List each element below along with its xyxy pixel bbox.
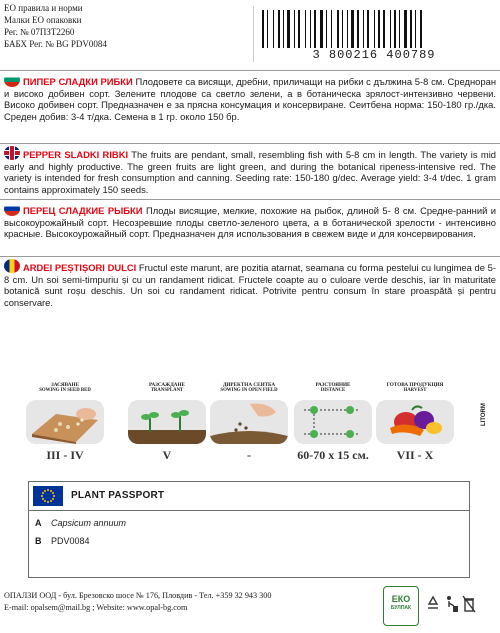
barcode-bar (278, 10, 280, 48)
registration-line: БАБХ Рег. № BG PDV0084 (4, 39, 107, 49)
barcode-bar (269, 10, 272, 48)
barcode-bar (401, 10, 403, 48)
barcode-bar (337, 10, 339, 48)
variety-title: ARDEI PEȘTIȘORI DULCI (23, 262, 137, 273)
barcode-bar (390, 10, 391, 48)
header (0, 0, 500, 68)
eu-star (50, 500, 52, 502)
barcode-bar (417, 10, 419, 48)
step-label-en: SOWING IN OPEN FIELD (220, 388, 278, 393)
barcode-bar (363, 10, 364, 48)
step-label-bg: ДИРЕКТНА СЕИТБА (222, 382, 276, 388)
step-label-en: DISTANCE (320, 388, 346, 393)
eu-star (42, 498, 44, 500)
step-label-en: HARVEST (403, 388, 427, 393)
eu-star (44, 500, 46, 502)
barcode-bar (367, 10, 369, 48)
barcode-bar (331, 10, 332, 48)
growing-calendar (0, 382, 500, 474)
registration-line: Малки ЕО опаковки (4, 15, 82, 25)
barcode-bar (355, 10, 356, 48)
eu-star (42, 492, 44, 494)
barcode-bar (333, 10, 336, 48)
barcode-bar (285, 10, 286, 48)
divider (29, 510, 469, 511)
barcode-bar (298, 10, 300, 48)
barcode-bar (301, 10, 304, 48)
step-label (26, 382, 104, 394)
passport-key: A (35, 518, 42, 528)
step-label (376, 382, 454, 394)
registration-code: PDV0084 (51, 536, 90, 546)
description-bg (4, 73, 496, 122)
side-code: LITORM (481, 403, 487, 426)
barcode-bar (340, 10, 341, 48)
barcode-bar (265, 10, 266, 48)
step-direct-sowing (210, 382, 288, 462)
barcode-bar (381, 10, 382, 48)
barcode-bar (314, 10, 316, 48)
barcode-bar (275, 10, 277, 48)
barcode-bar (360, 10, 362, 48)
barcode-bar (287, 10, 290, 48)
step-months: VII - X (396, 448, 434, 462)
variety-description: Плоды висящие, мелкие, похожие на рыбок, длиной 5- 8 см. Средне-ранний и высокоурожайный сорт. Несозревшие плоды светло-зеленого цвета, а в ботанической зрелости - интенсивно красные. Высокоурожайный сорт. Предназначен для использования в свежем виде и для консервирования. (4, 205, 496, 240)
company-address: ОПАЛЗИ ООД - бул. Брезовско шосе № 176, Пловдив - Тел. +359 32 943 300 (4, 591, 272, 600)
bulgaria-flag-icon (4, 73, 20, 87)
registration-line: ЕО правила и норми (4, 3, 83, 13)
registration-line: Рег. № 07ПЗТ2260 (4, 27, 75, 37)
divider (0, 256, 500, 257)
description-en (4, 146, 496, 195)
barcode-bar (296, 10, 297, 48)
barcode-bar (386, 10, 389, 48)
barcode-bar (404, 10, 407, 48)
recycle-icon (425, 594, 441, 614)
variety-description: The fruits are pendant, small, resembling fish with 5-8 cm in length. The variety is mid early and highly productive. The green fruits are light green, and during the botanical ripeness-intensive red. The variety is intended for fresh consumption and canning. Seeding rate: 150-180 g/dec. Average yield: 3-4 t/dec. 1 gram contains approximately 150 seeds. (4, 149, 496, 195)
barcode-bar (399, 10, 400, 48)
barcode-bar (423, 10, 424, 48)
barcode-bar (344, 10, 346, 48)
barcode-bar (310, 10, 311, 48)
plant-passport (28, 481, 470, 578)
passport-key: B (35, 536, 42, 546)
barcode-bar (267, 10, 268, 48)
barcode-bar (273, 10, 274, 48)
eu-star (53, 495, 55, 497)
variety-description: Fructul este marunt, are pozitia atarnat, seamana cu forma pestelui cu lungimea de 5-8 cm. Un soi semi-timpuriu și cu un randament ridicat. Fructele coapte au o culoare verde deschis, iar în maturitate botanică sunt roșu deschis. Un soi cu randament ridicat. Potrivite pentru consum în stare proaspătă și pentru conservare. (4, 262, 497, 308)
barcode-bar (374, 10, 375, 48)
variety-title: ПЕРЕЦ СЛАДКИЕ РЫБКИ (23, 205, 143, 216)
step-label-en: TRANSPLANT (150, 388, 184, 393)
barcode-bar (283, 10, 284, 48)
eu-star (47, 501, 49, 503)
barcode-bar (294, 10, 295, 48)
barcode-number: 3 800216 400789 (312, 48, 436, 62)
barcode (253, 6, 493, 62)
barcode-bar (324, 10, 325, 48)
plant-spacing-icon (294, 400, 372, 444)
barcode-bar (351, 10, 354, 48)
eko-logo-subtext: БУЛПАК (390, 605, 412, 611)
barcode-bar (317, 10, 319, 48)
seedlings-icon (128, 400, 206, 444)
description-ro (4, 259, 496, 308)
description-ru (4, 202, 496, 240)
barcode-bar (347, 10, 348, 48)
romania-flag-icon (4, 259, 20, 273)
eko-logo-text: ЕКО (391, 594, 411, 604)
barcode-bar (397, 10, 398, 48)
barcode-bar (342, 10, 343, 48)
step-label (128, 382, 206, 394)
eu-star (47, 489, 49, 491)
step-months: - (247, 448, 251, 462)
step-months: V (162, 448, 172, 462)
barcode-bar (365, 10, 366, 48)
barcode-bar (281, 10, 282, 48)
seed-tray-icon (26, 400, 104, 444)
eko-bulpak-logo (383, 586, 419, 626)
step-spacing: 60-70 x 15 см. (297, 448, 369, 462)
barcode-bar (410, 10, 412, 48)
barcode-bar (376, 10, 377, 48)
passport-row-a (35, 518, 126, 528)
step-label-bg: РАЗСАЖДАНЕ (148, 382, 186, 388)
divider (0, 143, 500, 144)
barcode-bar (291, 10, 293, 48)
hand-sowing-icon (210, 400, 288, 444)
barcode-bar (262, 10, 264, 48)
vegetables-basket-icon (376, 400, 454, 444)
barcode-bar (370, 10, 373, 48)
step-transplant (128, 382, 206, 462)
step-label-bg: ГОТОВА ПРОДУКЦИЯ (386, 382, 444, 388)
variety-title: PEPPER SLADKI RIBKI (23, 149, 129, 160)
barcode-bar (420, 10, 422, 48)
passport-title: PLANT PASSPORT (71, 490, 165, 501)
step-label-en: SOWING IN SEED BED (39, 388, 91, 393)
barcode-bar (413, 10, 414, 48)
barcode-bar (392, 10, 393, 48)
step-label-bg: РАЗСТОЯНИЕ (315, 382, 351, 388)
barcode-bar (408, 10, 409, 48)
step-months: III - IV (46, 448, 84, 462)
step-label (210, 382, 288, 394)
variety-description: Плодовете са висящи, дребни, приличащи на рибки с дължина 5-8 см. Среднoран и високо добивен сорт. Зелените плодове са светло зелени, а в ботаническа зрялост-интензивно червени. Високо добивен сорт. Предназначен е за прясна консумация и консервиране. Сеитбена норма: 150-180 гр./дка. Среден добив: 3-4 т/дка. Семена в 1 гр. около 150 бр. (4, 76, 496, 122)
barcode-bar (415, 10, 416, 48)
barcode-bar (307, 10, 309, 48)
barcode-bar (328, 10, 330, 48)
step-harvest (376, 382, 454, 462)
footer (4, 590, 380, 613)
divider (0, 70, 500, 71)
tidyman-icon (443, 594, 459, 614)
uk-flag-icon (4, 146, 20, 160)
barcode-bar (349, 10, 350, 48)
barcode-bar (378, 10, 380, 48)
eu-flag-icon (33, 486, 63, 506)
passport-row-b (35, 536, 90, 546)
barcode-bar (357, 10, 359, 48)
step-label (294, 382, 372, 394)
step-distance (294, 382, 372, 462)
barcode-bar (394, 10, 396, 48)
step-sowing (26, 382, 104, 462)
eu-star (52, 498, 54, 500)
barcode-bar (383, 10, 385, 48)
step-label-bg: ЗАСЯВАНЕ (50, 382, 80, 388)
barcode-bar (305, 10, 306, 48)
botanical-name: Capsicum annuum (51, 518, 127, 528)
eu-star (52, 492, 54, 494)
barcode-bar (312, 10, 313, 48)
no-trash-bin-icon (461, 594, 477, 614)
variety-title: ПИПЕР СЛАДКИ РИБКИ (23, 76, 133, 87)
russia-flag-icon (4, 202, 20, 216)
company-contacts: E-mail: opalsem@mail.bg ; Website: www.opal-bg.com (4, 602, 188, 612)
registration-info (4, 2, 107, 50)
divider (0, 199, 500, 200)
eu-star (41, 495, 43, 497)
barcode-bar (326, 10, 327, 48)
eu-star (44, 490, 46, 492)
barcode-bar (320, 10, 323, 48)
barcode-bars (262, 10, 484, 48)
